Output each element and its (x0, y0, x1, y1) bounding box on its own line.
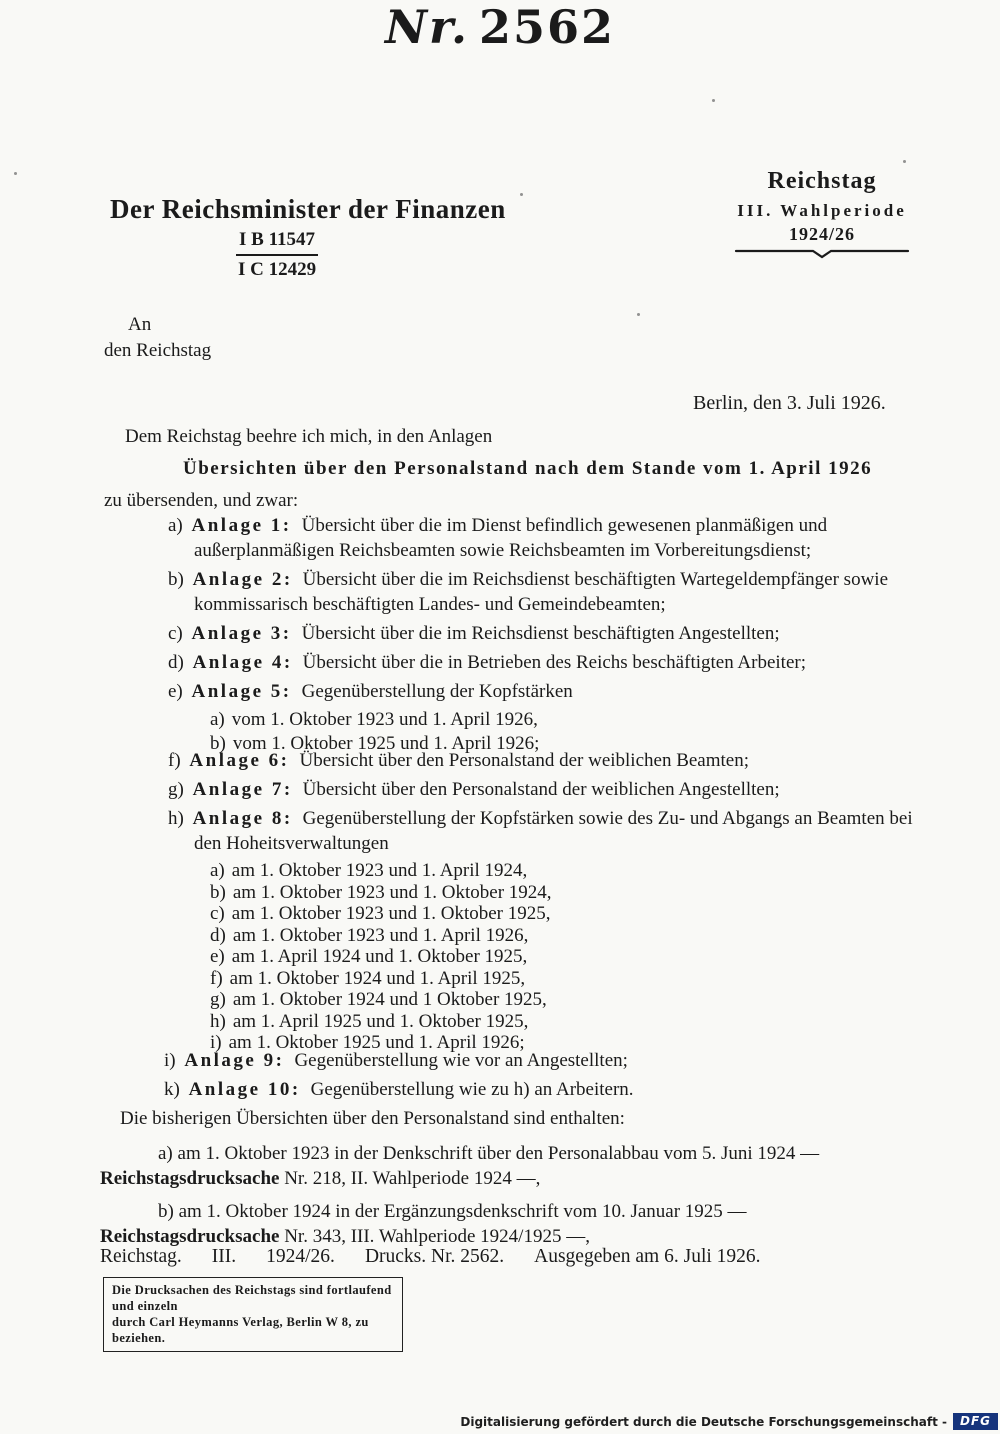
file-reference-lower: I C 12429 (237, 259, 317, 280)
subitem-marker: a) (210, 860, 225, 881)
period-underline-brace (722, 246, 922, 264)
annex-label: Anlage 9: (184, 1050, 285, 1071)
subitem-marker: i) (210, 1032, 222, 1053)
annex-item-k (164, 1077, 912, 1102)
subitem-text: am 1. April 1924 und 1. Oktober 1925, (231, 946, 528, 967)
annex-label: Anlage 6: (189, 750, 290, 771)
annex-subitem (210, 968, 916, 990)
subitem-text: am 1. Oktober 1924 und 1. April 1925, (229, 967, 526, 989)
annex-text: Gegenüberstellung wie zu h) an Arbeitern. (310, 1079, 634, 1100)
annex-subitem (210, 903, 916, 925)
scan-speck (520, 193, 523, 196)
annex-list-group-1 (168, 513, 916, 765)
annex-marker: g) (168, 779, 184, 800)
annex-subitem (210, 946, 916, 968)
annex-item-g (168, 777, 916, 802)
closing-intro: Die bisherigen Übersichten über den Personalstand sind enthalten: (120, 1108, 625, 1129)
scan-speck (903, 160, 906, 163)
annex-subitem (210, 708, 916, 732)
subitem-marker: a) (210, 709, 225, 730)
subitem-text: vom 1. Oktober 1925 und 1. April 1926; (232, 733, 540, 754)
election-period: III. Wahlperiode (737, 201, 907, 220)
subitem-marker: b) (210, 881, 226, 903)
issue-years: 1924/26. (266, 1246, 335, 1267)
annex-marker: f) (168, 750, 181, 771)
subitem-text: am 1. April 1925 und 1. Oktober 1925, (232, 1010, 529, 1032)
subitem-marker: d) (210, 924, 226, 946)
subitem-marker: g) (210, 989, 226, 1010)
dfg-logo: DFG (953, 1413, 998, 1430)
subitem-marker: e) (210, 946, 225, 967)
annex-marker: h) (168, 808, 184, 829)
subitem-marker: b) (210, 733, 226, 754)
subitem-text: am 1. Oktober 1923 und 1. Oktober 1925, (231, 903, 551, 924)
sender-title: Der Reichsminister der Finanzen (110, 194, 506, 224)
annex-label: Anlage 8: (192, 808, 293, 829)
subitem-text: am 1. Oktober 1923 und 1. Oktober 1924, (232, 881, 552, 903)
annex-label: Anlage 1: (191, 515, 292, 536)
annex-item-f (168, 748, 916, 773)
intro-line-3: zu übersenden, und zwar: (104, 490, 299, 511)
scan-speck (14, 172, 17, 175)
subitem-text: am 1. Oktober 1925 und 1. April 1926; (228, 1032, 525, 1053)
file-reference-upper: I B 11547 (236, 228, 318, 256)
annex-subitem (210, 860, 916, 882)
annex-text: Übersicht über die im Reichsdienst beschäftigten Wartegeldempfänger sowie kommissarisch beschäftigten Landes- und Gemeindebeamten; (194, 569, 889, 615)
issue-institution: Reichstag. (100, 1246, 182, 1267)
annex-subitem (210, 989, 916, 1011)
annex-list-group-3 (164, 1048, 912, 1106)
digitization-credit (460, 1413, 998, 1430)
annex-item-e (168, 679, 916, 704)
paragraph-bold-text: Reichstagsdrucksache (100, 1226, 280, 1247)
paragraph-text: Nr. 218, II. Wahlperiode 1924 —, (284, 1168, 541, 1189)
annex-marker: d) (168, 652, 184, 673)
annex-text: Gegenüberstellung wie vor an Angestellten; (294, 1050, 628, 1071)
imprint-box (103, 1277, 403, 1352)
annex-subitem (210, 882, 916, 904)
imprint-line-2: durch Carl Heymanns Verlag, Berlin W 8, zu beziehen. (112, 1315, 369, 1345)
annex-label: Anlage 2: (192, 569, 293, 590)
annex-marker: c) (168, 623, 183, 644)
subitem-marker: h) (210, 1010, 226, 1032)
annex-item-h (168, 806, 916, 856)
paragraph-marker: a) (158, 1143, 173, 1164)
document-number-value: 2562 (479, 0, 616, 54)
institution-name: Reichstag (767, 168, 877, 194)
annex-text: Übersicht über die im Dienst befindlich gewesenen planmäßigen und außerplanmäßigen Reichsbeamten sowie Reichsbeamten im Vorbereitungsdienst; (194, 515, 828, 561)
recipient-line-2: den Reichstag (104, 340, 212, 361)
annex-marker: b) (168, 569, 184, 590)
closing-paragraph-a (100, 1141, 912, 1191)
subitem-marker: f) (210, 967, 223, 989)
annex-marker: i) (164, 1050, 176, 1071)
period-years: 1924/26 (788, 224, 855, 244)
imprint-line-1: Die Drucksachen des Reichstags sind fortlaufend und einzeln (112, 1283, 392, 1313)
scan-speck (712, 99, 715, 102)
annex-label: Anlage 10: (188, 1079, 301, 1100)
subitem-marker: c) (210, 903, 225, 924)
digitization-credit-text: Digitalisierung gefördert durch die Deutsche Forschungsgemeinschaft - (460, 1414, 947, 1429)
closing-section (100, 1106, 912, 1257)
annex-item-d (168, 650, 916, 675)
annex-subitem (210, 925, 916, 947)
recipient-address (104, 312, 211, 364)
annex-item-b (168, 567, 916, 617)
annex-subitem (210, 1011, 916, 1033)
annex-text: Übersicht über den Personalstand der weiblichen Beamten; (299, 750, 750, 771)
subitem-text: am 1. Oktober 1923 und 1. April 1924, (231, 860, 528, 881)
annex-item-c (168, 621, 916, 646)
scan-speck (637, 313, 640, 316)
recipient-line-1: An (128, 314, 152, 335)
annex-text: Übersicht über den Personalstand der weiblichen Angestellten; (302, 779, 780, 800)
annex-marker: a) (168, 515, 183, 536)
closing-paragraph-b (100, 1199, 912, 1249)
document-number-prefix: Nr. (384, 0, 470, 54)
paragraph-text: am 1. Oktober 1923 in der Denkschrift über den Personalabbau vom 5. Juni 1924 — (177, 1143, 820, 1164)
annex-item-i (164, 1048, 912, 1073)
annex-label: Anlage 7: (192, 779, 293, 800)
issue-line (100, 1246, 761, 1268)
reichstag-header-block (722, 168, 922, 264)
document-number (0, 0, 1000, 54)
annex-item-a (168, 513, 916, 563)
annex-marker: k) (164, 1079, 180, 1100)
subitem-text: am 1. Oktober 1924 und 1 Oktober 1925, (232, 989, 547, 1010)
subitem-text: am 1. Oktober 1923 und 1. April 1926, (232, 924, 529, 946)
annex-text: Gegenüberstellung der Kopfstärken (301, 681, 573, 702)
file-reference (236, 228, 318, 282)
paragraph-bold-text: Reichstagsdrucksache (100, 1168, 280, 1189)
annex-text: Übersicht über die im Reichsdienst beschäftigten Angestellten; (301, 623, 780, 644)
subitem-text: vom 1. Oktober 1923 und 1. April 1926, (231, 709, 538, 730)
paragraph-text: Nr. 343, III. Wahlperiode 1924/1925 —, (284, 1226, 590, 1247)
paragraph-marker: b) (158, 1201, 174, 1222)
annex-h-sublist (210, 860, 916, 1054)
annex-marker: e) (168, 681, 183, 702)
issue-date: Ausgegeben am 6. Juli 1926. (534, 1246, 761, 1267)
annex-list-group-2 (168, 748, 916, 1063)
annex-label: Anlage 3: (191, 623, 292, 644)
paragraph-text: am 1. Oktober 1924 in der Ergänzungsdenkschrift vom 10. Januar 1925 — (178, 1201, 747, 1222)
dateline: Berlin, den 3. Juli 1926. (693, 392, 886, 414)
annex-label: Anlage 4: (192, 652, 293, 673)
intro-line-2: Übersichten über den Personalstand nach dem Stande vom 1. April 1926 (183, 458, 873, 479)
issue-period: III. (211, 1246, 237, 1267)
issue-print-number: Drucks. Nr. 2562. (364, 1246, 505, 1267)
annex-text: Gegenüberstellung der Kopfstärken sowie des Zu- und Abgangs an Beamten bei den Hoheitsverwaltungen (194, 808, 913, 854)
annex-text: Übersicht über die in Betrieben des Reichs beschäftigten Arbeiter; (302, 652, 806, 673)
intro-line-1: Dem Reichstag beehre ich mich, in den Anlagen (125, 426, 493, 447)
annex-label: Anlage 5: (191, 681, 292, 702)
